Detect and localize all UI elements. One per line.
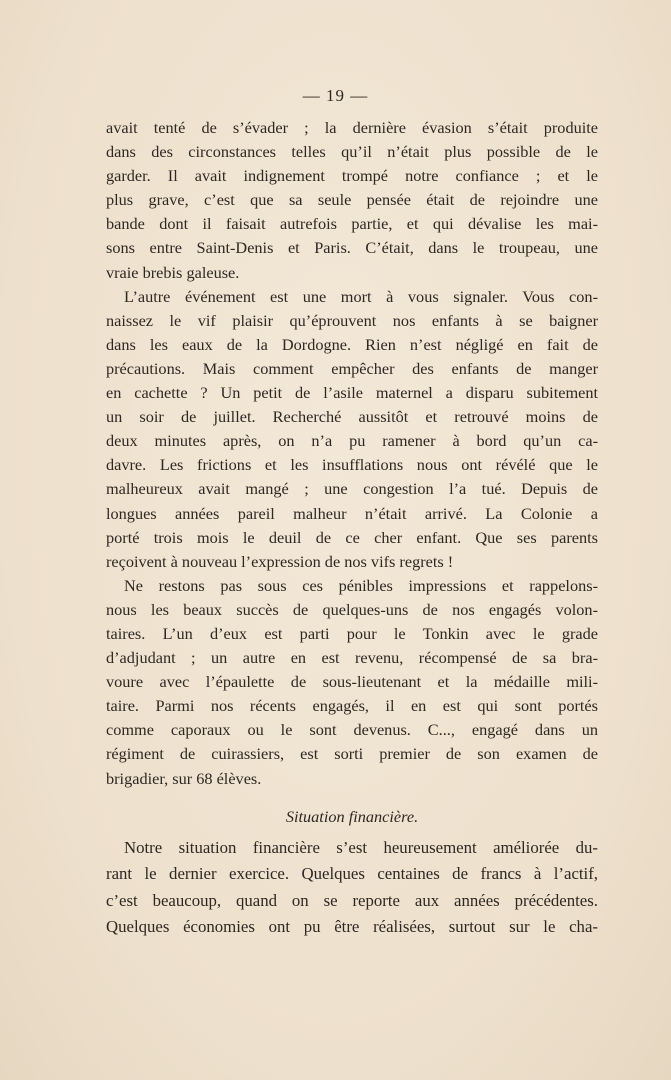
text-line: brigadier, sur 68 élèves.	[106, 768, 262, 788]
text-line: nous les beaux succès de quelques-uns de nos engagés volon-	[106, 599, 598, 619]
paragraph	[106, 574, 598, 791]
text-line: voure avec l’épaulette de sous-lieutenant et la médaille mili-	[106, 672, 598, 692]
text-line: L’autre événement est une mort à vous signaler. Vous con-	[124, 286, 598, 306]
text-line: Notre situation financière s’est heureusement améliorée du-	[124, 837, 598, 857]
text-line: longues années pareil malheur n’était arrivé. La Colonie a	[106, 503, 598, 523]
text-line: rant le dernier exercice. Quelques centaines de francs à l’actif,	[106, 864, 598, 884]
text-line: dans les eaux de la Dordogne. Rien n’est négligé en fait de	[106, 334, 598, 354]
text-line: davre. Les frictions et les insufflations nous ont révélé que le	[106, 455, 598, 475]
text-line: plus grave, c’est que sa seule pensée était de rejoindre une	[106, 190, 598, 210]
text-line: sons entre Saint-Denis et Paris. C’était, dans le troupeau, une	[106, 238, 598, 258]
text-line: naissez le vif plaisir qu’éprouvent nos enfants à se baigner	[106, 310, 598, 330]
page-number: — 19 —	[302, 86, 369, 105]
text-line: deux minutes après, on n’a pu ramener à bord qu’un ca-	[106, 431, 598, 451]
text-line: Quelques économies ont pu être réalisées, surtout sur le cha-	[106, 917, 598, 937]
text-line: bande dont il faisait autrefois partie, et qui dévalise les mai-	[106, 214, 598, 234]
body-text	[106, 116, 598, 941]
text-line: taire. Parmi nos récents engagés, il en est qui sont portés	[106, 696, 598, 716]
text-line: vraie brebis galeuse.	[106, 262, 240, 282]
text-line: c’est beaucoup, quand on se reporte aux années précédentes.	[106, 890, 598, 910]
text-line: Ne restons pas sous ces pénibles impressions et rappelons-	[124, 575, 598, 595]
text-line: en cachette ? Un petit de l’asile maternel a disparu subitement	[106, 383, 598, 403]
text-line: reçoivent à nouveau l’expression de nos vifs regrets !	[106, 551, 454, 571]
text-line: régiment de cuirassiers, est sorti premier de son examen de	[106, 744, 598, 764]
text-line: porté trois mois le deuil de ce cher enfant. Que ses parents	[106, 527, 598, 547]
paragraph	[106, 835, 598, 941]
text-line: garder. Il avait indignement trompé notre confiance ; et le	[106, 166, 598, 186]
text-line: d’adjudant ; un autre en est revenu, récompensé de sa bra-	[106, 648, 598, 668]
paragraph	[106, 285, 598, 574]
text-line: malheureux avait mangé ; une congestion l’a tué. Depuis de	[106, 479, 598, 499]
text-line: comme caporaux ou le sont devenus. C..., engagé dans un	[106, 720, 598, 740]
text-line: un soir de juillet. Recherché aussitôt et retrouvé moins de	[106, 407, 598, 427]
text-line: dans des circonstances telles qu’il n’était plus possible de le	[106, 142, 598, 162]
section-heading: Situation financière.	[285, 806, 419, 826]
paragraph	[106, 116, 598, 285]
text-line: précautions. Mais comment empêcher des enfants de manger	[106, 358, 598, 378]
text-line: taires. L’un d’eux est parti pour le Tonkin avec le grade	[106, 623, 598, 643]
text-line: avait tenté de s’évader ; la dernière évasion s’était produite	[106, 118, 598, 137]
